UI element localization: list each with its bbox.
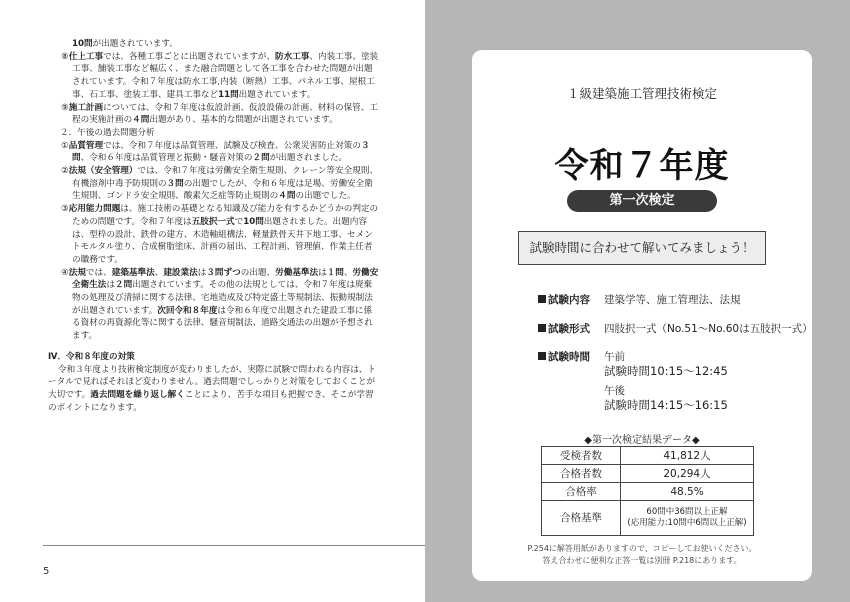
note-answer-key: 答え合わせに便利な正答一覧は別冊 P.218にあります。: [542, 556, 742, 565]
info-value: 四肢択一式（No.51～No.60は五肢択一式）: [604, 323, 813, 335]
paragraph: ③応用能力問題は、施工技術の基礎となる知識及び能力を有するかどうかの判定のための問題です。令和７年度は五肢択一式で10問出題されました。出題内容は、型枠の設計、鉄骨の建方、木造軸組構法、軽量鉄骨天井下地工事、セメントモルタル塗り、合成樹脂塗床、計画の届出、工程計画、管理値、作業主任者の職務です。: [61, 204, 379, 265]
paragraph: ④法規では、建築基準法、建設業法は３問ずつの出題、労働基準法は１問、労働安全衛生法は２問出題されています。その他の法規としては、令和７年度は廃棄物の処理及び清掃に関する法律、宅地造成及び特定盛土等規制法、振動規制法が出題されています。次回令和８年度は令和６年度で出題された建設工事に係る資材の再資源化等に関する法律、騒音規制法、道路交通法の出題が予想されます。: [61, 267, 379, 342]
table-row: [542, 483, 754, 501]
table-key: 合格者数: [542, 465, 621, 483]
body-text: [48, 38, 380, 414]
square-bullet-icon: [538, 352, 546, 360]
table-value: 20,294人: [621, 465, 754, 483]
info-label: 試験形式: [538, 321, 590, 336]
square-bullet-icon: [538, 324, 546, 332]
paragraph: ⑨施工計画については、令和７年度は仮設計画、仮設設備の計画、材料の保管、工程の実施計画の４問出題があり、基本的な問題が出題されています。: [61, 102, 378, 126]
table-key: 合格率: [542, 483, 621, 501]
results-table: [541, 446, 754, 536]
results-title: ◆第一次検定結果データ◆: [584, 435, 700, 446]
info-value: 建築学等、施工管理法、法規: [604, 294, 741, 306]
info-label: 試験時間: [538, 349, 590, 364]
paragraph: 10問が出題されています。: [72, 39, 178, 49]
table-key: 受検者数: [542, 447, 621, 465]
table-key: 合格基準: [542, 501, 621, 536]
page-number: 5: [43, 566, 50, 577]
exam-subtitle: １級建築施工管理技術検定: [566, 86, 717, 101]
table-row: [542, 465, 754, 483]
paragraph: ⑧仕上工事では、各種工事ごとに出題されていますが、防水工事、内装工事、塗装工事、舗装工事など幅広く、また融合問題として各工事を合わせた問題が出題されています。令和７年度は防水工事,内装（断熱）工事、パネル工事、屋根工事、石工事、塗装工事、建具工事など11問出題されています。: [61, 51, 379, 100]
time-banner: 試験時間に合わせて解いてみましょう！: [518, 231, 766, 265]
square-bullet-icon: [538, 295, 546, 303]
paragraph: ②法規（安全管理）では、令和７年度は労働安全衛生規則、クレーン等安全規則、有機溶剤中毒予防規則の３問の出題でしたが、令和６年度は足場、労働安全衛生規則、ゴンドラ安全規則、酸素欠乏症等防止規則の４問の出題でした。: [61, 166, 378, 202]
criteria-value: 60問中36問以上正解 (応用能力:10問中6問以上正解): [621, 501, 754, 536]
table-value: 48.5%: [621, 483, 754, 501]
exam-year-title: 令和７年度: [554, 146, 730, 186]
footer-rule: [43, 545, 425, 546]
exam-info-card: １級建築施工管理技術検定 令和７年度 第一次検定 試験時間に合わせて解いてみましょう！ 試験内容 建築学等、施工管理法、法規 試験形式 四肢択一式（No.51～No.60は五肢択一式） 試験時間 午前 試験時間10:15～12:45 午後 試験時間14:15～16:15 ◆第一次検定結果データ◆ 受検者数 41,812人 合格者数 20,294人 合格率 48.5% 合格基準 60問中36問以上正解 (応用能力:10問中6問以上正解) P.254に解答用紙がありますので、コピーしてお使いください。 答え合わせに便利な正答一覧は別冊 P.218にあります。: [472, 50, 812, 581]
note-answer-sheet: P.254に解答用紙がありますので、コピーしてお使いください。: [527, 544, 757, 553]
paragraph: ①品質管理では、令和７年度は品質管理、試験及び検査、公衆災害防止対策の３問、令和６年度は品質管理と振動・騒音対策の２問が出題されました。: [61, 140, 370, 164]
exam-stage-badge: 第一次検定: [567, 190, 717, 212]
info-value-am: 午前: [604, 351, 625, 363]
section-heading: Ⅳ．令和８年度の対策: [48, 351, 135, 362]
table-row: [542, 447, 754, 465]
table-row: [542, 501, 754, 536]
closing-paragraph: 令和３年度より技術検定制度が変わりましたが、実際に試験で問われる内容は、トータルで見ればそれほど変わりません。過去問題でしっかりと対策をしておくことが大切です。過去問題を繰り返し解くことにより、苦手な項目も把握でき、そこが学習のポイントになります。: [48, 364, 376, 413]
paragraph: ２．午後の過去問題分析: [60, 127, 155, 138]
info-label: 試験内容: [538, 292, 590, 307]
table-value: 41,812人: [621, 447, 754, 465]
